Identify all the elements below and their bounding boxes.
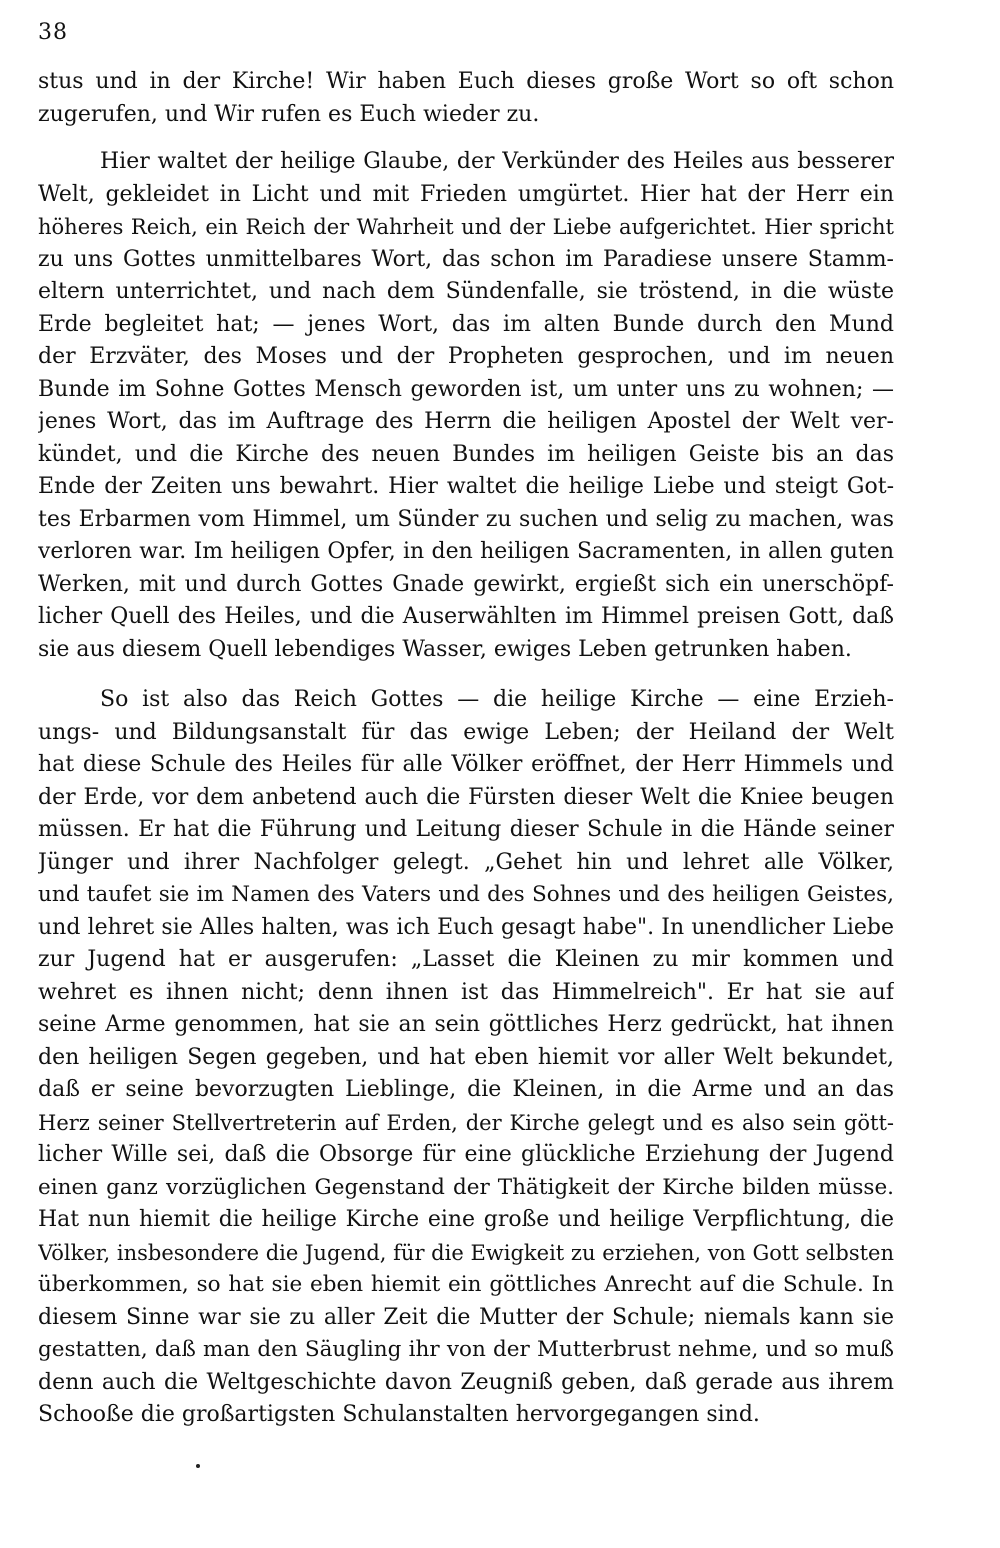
text-line: eltern unterrichtet, und nach dem Sündenfalle, sie tröstend, in die wüste — [38, 279, 894, 304]
paragraph-3 — [38, 684, 894, 1432]
text-line: diesem Sinne war sie zu aller Zeit die Mutter der Schule; niemals kann sie — [38, 1304, 894, 1330]
paragraph-1 — [38, 66, 894, 131]
print-speck — [196, 1464, 200, 1468]
text-line: der Erzväter, des Moses und der Propheten gesprochen, und im neuen — [38, 344, 894, 369]
text-line: Hier waltet der heilige Glaube, der Verkünder des Heiles aus besserer — [100, 149, 894, 174]
text-line: zur Jugend hat er ausgerufen: „Lasset die Kleinen zu mir kommen und — [38, 947, 894, 972]
text-line: sie aus diesem Quell lebendiges Wasser, ewiges Leben getrunken haben. — [38, 636, 852, 662]
text-line: Schooße die großartigsten Schulanstalten hervorgegangen sind. — [38, 1402, 760, 1427]
text-line: Werken, mit und durch Gottes Gnade gewirkt, ergießt sich ein unerschöpf- — [38, 571, 894, 597]
text-line: denn auch die Weltgeschichte davon Zeugniß geben, daß gerade aus ihrem — [38, 1369, 894, 1395]
text-line: den heiligen Segen gegeben, und hat eben hiemit vor aller Welt bekundet, — [38, 1044, 894, 1070]
text-line: kündet, und die Kirche des neuen Bundes im heiligen Geiste bis an das — [38, 441, 894, 467]
text-line: So ist also das Reich Gottes — die heilige Kirche — eine Erzieh- — [100, 687, 894, 712]
text-line: wehret es ihnen nicht; denn ihnen ist das Himmelreich". Er hat sie auf — [38, 979, 894, 1005]
text-line: und taufet sie im Namen des Vaters und des Sohnes und des heiligen Geistes, — [38, 882, 894, 907]
text-line: licher Quell des Heiles, und die Auserwählten im Himmel preisen Gott, daß — [38, 604, 894, 629]
text-line: Welt, gekleidet in Licht und mit Frieden umgürtet. Hier hat der Herr ein — [38, 181, 894, 207]
text-line: verloren war. Im heiligen Opfer, in den heiligen Sacramenten, in allen guten — [38, 539, 894, 564]
text-line: seine Arme genommen, hat sie an sein göttliches Herz gedrückt, hat ihnen — [38, 1012, 894, 1037]
text-line: zugerufen, und Wir rufen es Euch wieder zu. — [38, 101, 540, 127]
text-line: Erde begleitet hat; — jenes Wort, das im alten Bunde durch den Mund — [38, 311, 894, 337]
text-line: zu uns Gottes unmittelbares Wort, das schon im Paradiese unsere Stamm- — [38, 246, 894, 272]
text-line: stus und in der Kirche! Wir haben Euch dieses große Wort so oft schon — [38, 69, 894, 94]
text-line: daß er seine bevorzugten Lieblinge, die Kleinen, in die Arme und an das — [38, 1077, 894, 1102]
text-line: überkommen, so hat sie eben hiemit ein göttliches Anrecht auf die Schule. In — [38, 1272, 894, 1297]
text-line: Bunde im Sohne Gottes Mensch geworden ist, um unter uns zu wohnen; — — [38, 376, 894, 402]
page-number: 38 — [38, 20, 68, 45]
text-line: höheres Reich, ein Reich der Wahrheit und der Liebe aufgerichtet. Hier spricht — [38, 215, 894, 239]
text-line: Ende der Zeiten uns bewahrt. Hier waltet die heilige Liebe und steigt Got- — [38, 474, 894, 499]
text-line: der Erde, vor dem anbetend auch die Fürsten dieser Welt die Kniee beugen — [38, 784, 894, 810]
text-line: Herz seiner Stellvertreterin auf Erden, der Kirche gelegt und es also sein gött- — [38, 1110, 894, 1135]
text-line: Völker, insbesondere die Jugend, für die Ewigkeit zu erziehen, von Gott selbsten — [38, 1240, 894, 1265]
book-page — [38, 16, 894, 1432]
paragraph-2 — [38, 146, 894, 666]
text-line: tes Erbarmen vom Himmel, um Sünder zu suchen und selig zu machen, was — [38, 506, 894, 532]
text-line: und lehret sie Alles halten, was ich Euch gesagt habe". In unendlicher Liebe — [38, 914, 894, 940]
text-line: hat diese Schule des Heiles für alle Völker eröffnet, der Herr Himmels und — [38, 752, 894, 777]
text-line: licher Wille sei, daß die Obsorge für eine glückliche Erziehung der Jugend — [38, 1142, 894, 1167]
text-line: einen ganz vorzüglichen Gegenstand der Thätigkeit der Kirche bilden müsse. — [38, 1174, 894, 1200]
text-line: jenes Wort, das im Auftrage des Herrn die heiligen Apostel der Welt ver- — [38, 409, 894, 434]
text-line: Hat nun hiemit die heilige Kirche eine große und heilige Verpflichtung, die — [38, 1207, 894, 1232]
text-line: gestatten, daß man den Säugling ihr von der Mutterbrust nehme, und so muß — [38, 1337, 894, 1362]
text-line: Jünger und ihrer Nachfolger gelegt. „Gehet hin und lehret alle Völker, — [38, 849, 894, 875]
text-line: ungs- und Bildungsanstalt für das ewige Leben; der Heiland der Welt — [38, 719, 894, 745]
text-line: müssen. Er hat die Führung und Leitung dieser Schule in die Hände seiner — [38, 817, 894, 842]
